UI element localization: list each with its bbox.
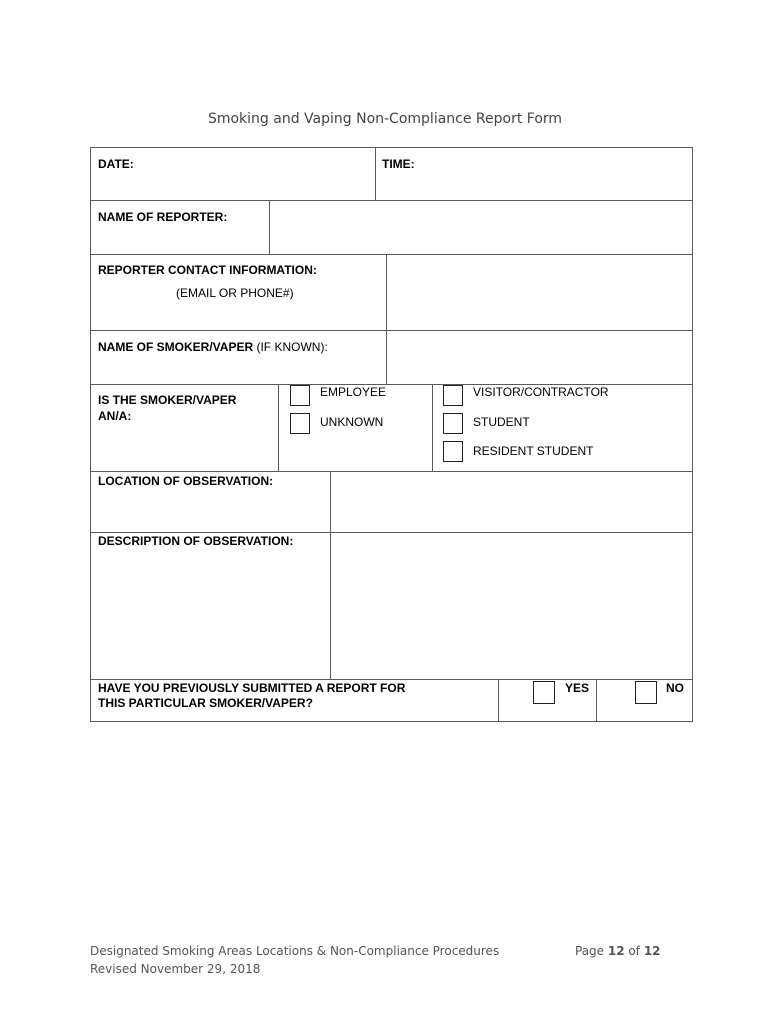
table-border-bottom (90, 721, 693, 722)
is-smoker-label-line1: IS THE SMOKER/VAPER (98, 393, 237, 407)
footer-doc-title: Designated Smoking Areas Locations & Non-Compliance Procedures (90, 944, 500, 958)
smoker-name-hint: (IF KNOWN): (256, 340, 328, 354)
no-label: NO (666, 681, 684, 695)
yes-checkbox[interactable] (533, 681, 555, 704)
contact-label: REPORTER CONTACT INFORMATION: (98, 263, 317, 277)
employee-checkbox[interactable] (290, 385, 310, 406)
location-label: LOCATION OF OBSERVATION: (98, 474, 274, 488)
footer-page-number (575, 944, 661, 958)
description-label: DESCRIPTION OF OBSERVATION: (98, 534, 294, 548)
visitor-contractor-checkbox[interactable] (443, 385, 463, 406)
resident-student-label: RESIDENT STUDENT (473, 444, 594, 458)
contact-hint: (EMAIL OR PHONE#) (176, 286, 294, 300)
cell-divider (432, 384, 433, 472)
cell-divider (498, 679, 499, 722)
reporter-name-label: NAME OF REPORTER: (98, 210, 228, 224)
page-total: 12 (643, 944, 661, 958)
location-field[interactable] (331, 472, 692, 532)
contact-field[interactable] (387, 255, 692, 330)
unknown-label: UNKNOWN (320, 415, 384, 429)
student-label: STUDENT (473, 415, 530, 429)
unknown-checkbox[interactable] (290, 413, 310, 434)
time-field[interactable] (376, 148, 692, 200)
footer-revised: Revised November 29, 2018 (90, 962, 261, 976)
employee-label: EMPLOYEE (320, 385, 387, 399)
no-checkbox[interactable] (635, 681, 657, 704)
cell-divider (278, 384, 279, 472)
table-border-right (692, 147, 693, 722)
smoker-name-field[interactable] (387, 331, 692, 384)
smoker-name-label-wrap (98, 339, 328, 355)
form-title: Smoking and Vaping Non-Compliance Report Form (207, 111, 563, 127)
date-label: DATE: (98, 157, 134, 171)
previous-label-line2: THIS PARTICULAR SMOKER/VAPER? (98, 696, 313, 710)
page-of: of (628, 944, 640, 958)
reporter-name-field[interactable] (270, 201, 692, 254)
previous-label-line1: HAVE YOU PREVIOUSLY SUBMITTED A REPORT FOR (98, 681, 406, 695)
page-prefix: Page (575, 944, 605, 958)
description-field[interactable] (331, 533, 692, 679)
smoker-name-label: NAME OF SMOKER/VAPER (98, 340, 254, 354)
cell-divider (596, 679, 597, 722)
student-checkbox[interactable] (443, 413, 463, 434)
visitor-contractor-label: VISITOR/CONTRACTOR (473, 385, 609, 399)
time-label: TIME: (382, 157, 415, 171)
date-field[interactable] (91, 148, 375, 200)
yes-label: YES (565, 681, 590, 695)
is-smoker-label-line2: AN/A: (98, 409, 132, 423)
resident-student-checkbox[interactable] (443, 441, 463, 462)
page-current: 12 (607, 944, 625, 958)
table-border-left (90, 147, 91, 722)
